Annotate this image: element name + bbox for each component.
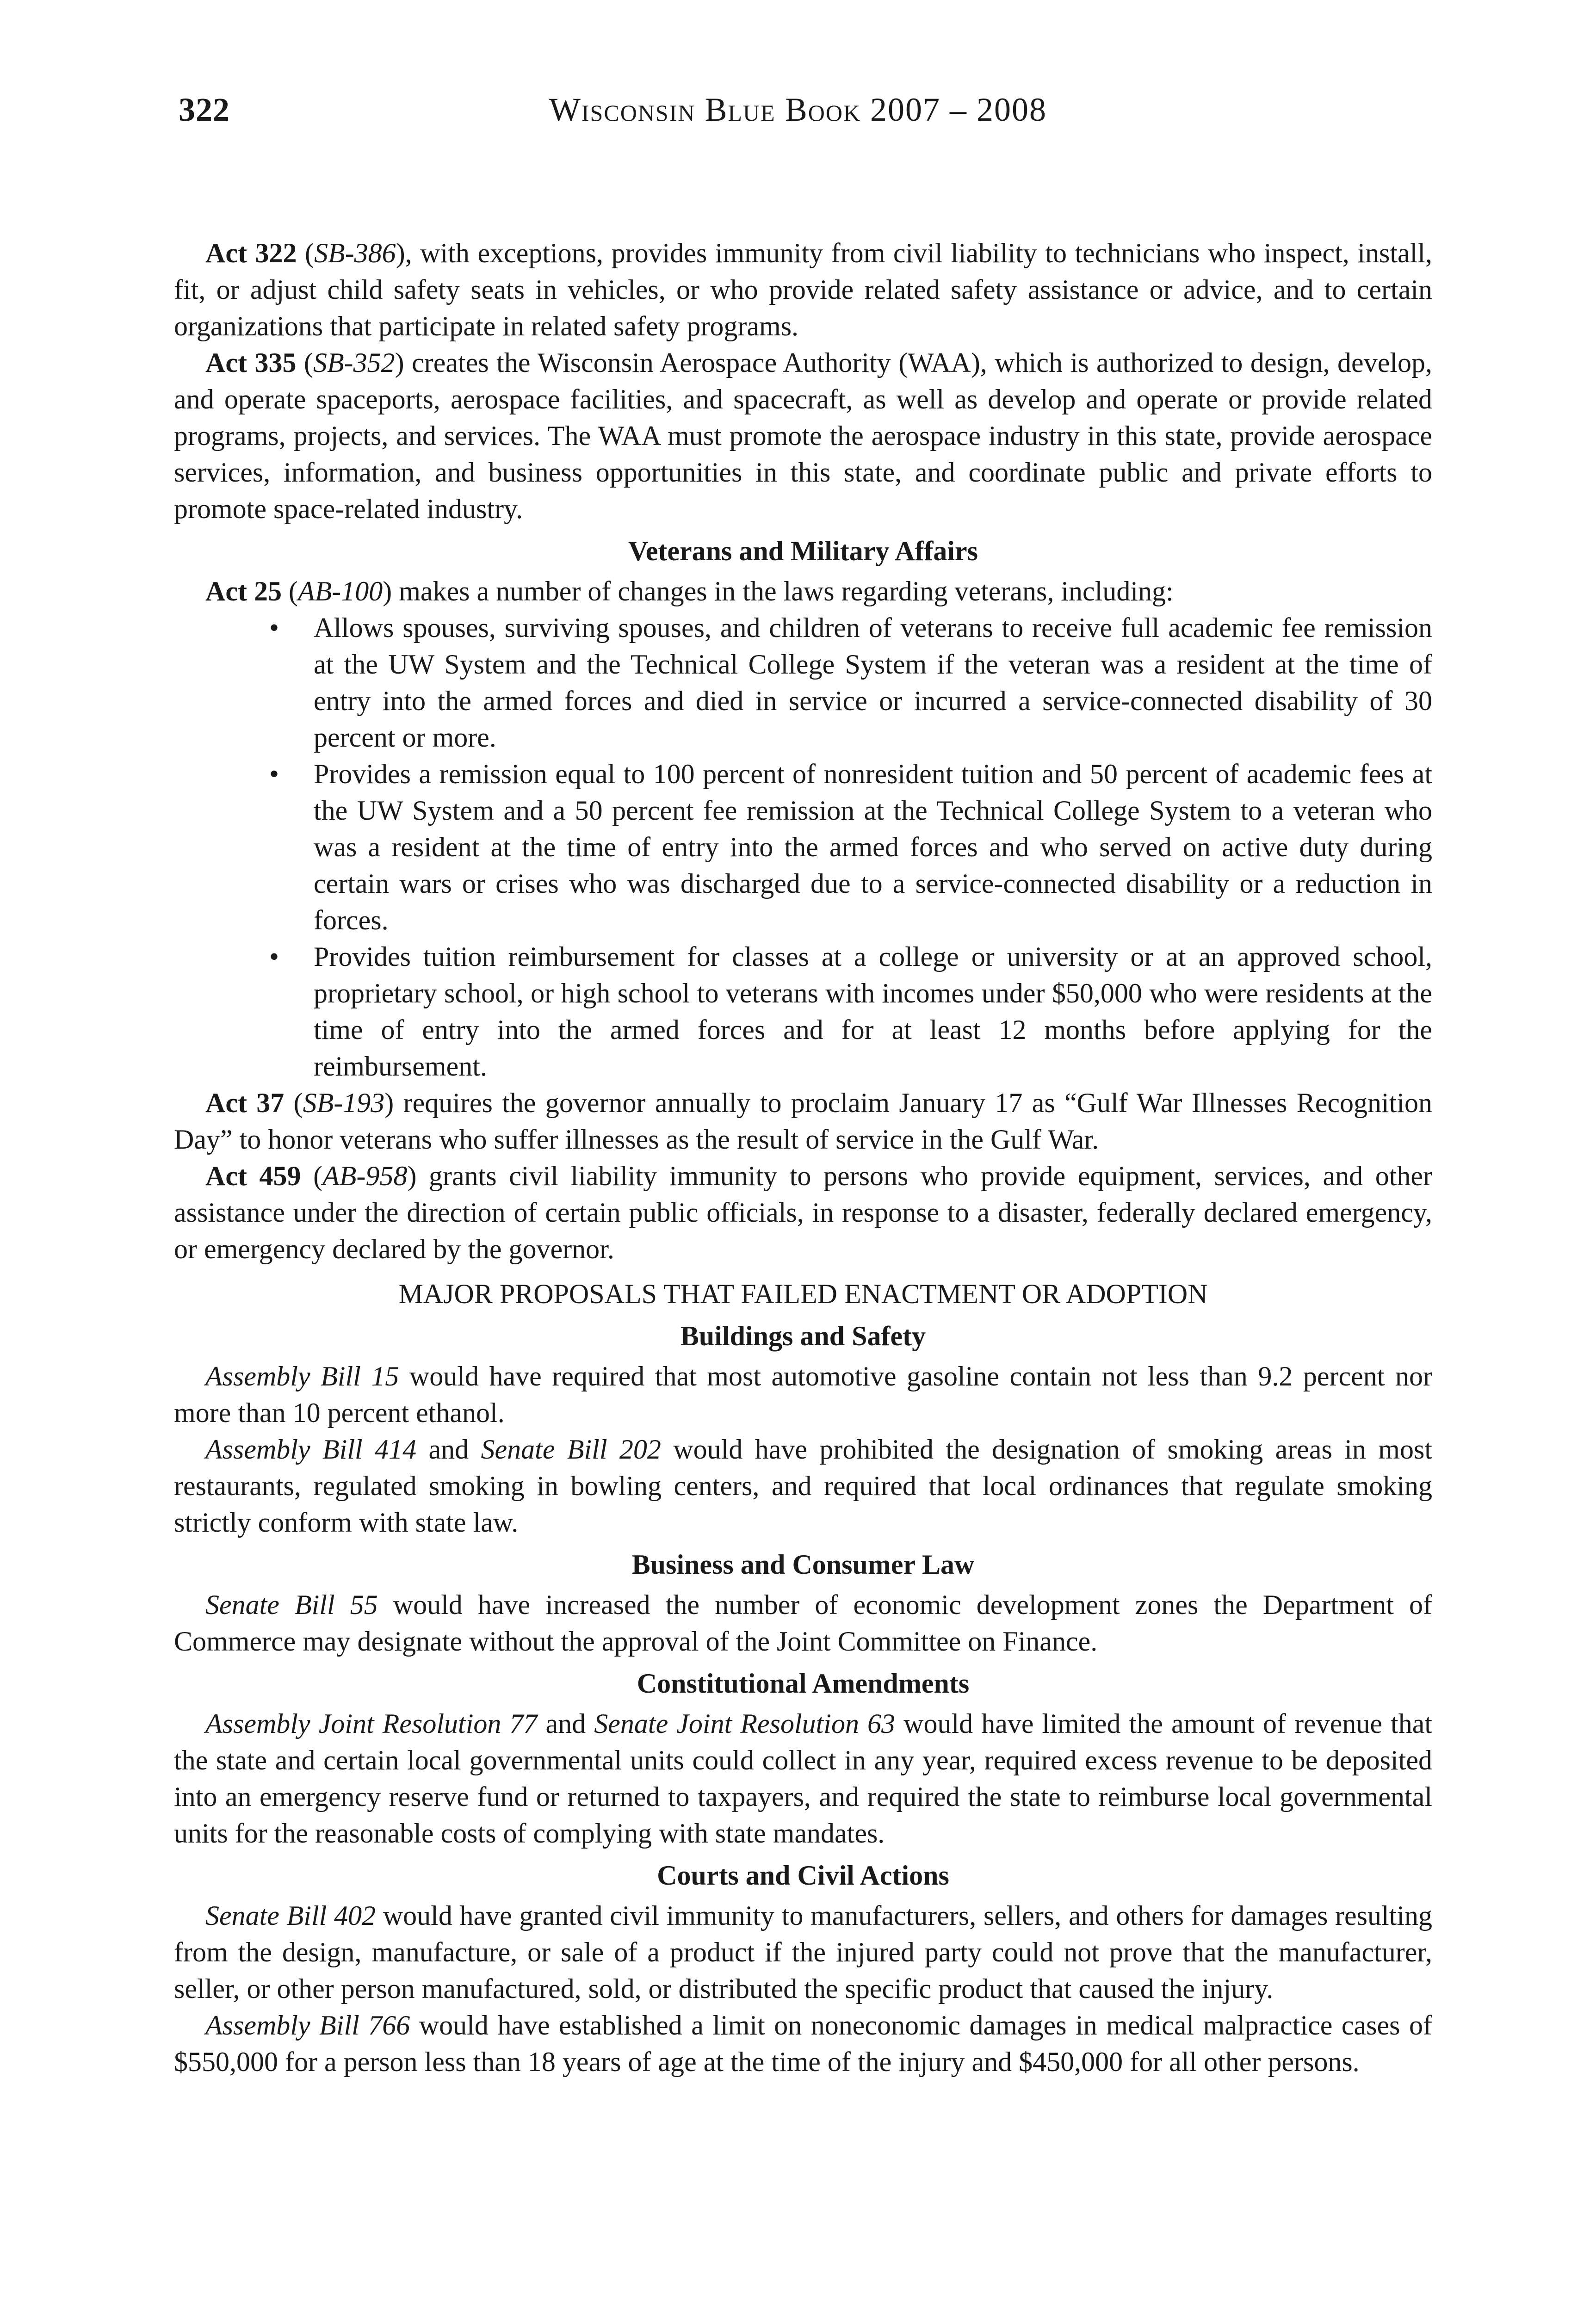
bill-reference: Senate Bill 55	[205, 1589, 378, 1620]
proposal-description: would have limited the amount of revenue that the state and certain local governmental units could collect in any year, required excess revenue to be deposited into an emergency reserve fund or returned to taxpayers, and required the state to reimburse local governmental units for the reasonable costs of complying with state mandates.	[174, 1708, 1433, 1849]
bullet-icon: •	[269, 612, 279, 643]
major-proposals-heading: MAJOR PROPOSALS THAT FAILED ENACTMENT OR ADOPTION	[398, 1279, 1208, 1309]
bill-reference: SB-193	[303, 1088, 385, 1118]
act-description: grants civil liability immunity to persons who provide equipment, services, and other assistance under the direction of certain public officials, in response to a disaster, federally declared emergency, or emergency declared by the governor.	[174, 1161, 1432, 1264]
act-description: requires the governor annually to proclaim January 17 as “Gulf War Illnesses Recognition Day” to honor veterans who suffer illnesses as the result of service in the Gulf War.	[174, 1088, 1432, 1155]
section-heading-veterans: Veterans and Military Affairs	[628, 536, 978, 566]
act-322-paragraph: Act 322 (SB-386), with exceptions, provides immunity from civil liability to technicians who inspect, install, fit, or adjust child safety seats in vehicles, or who provide related safety assistance or advice, and to certain organizations that participate in related safety programs.	[174, 238, 1432, 341]
page-number: 322	[179, 91, 230, 128]
bill-reference: Assembly Joint Resolution 77	[205, 1708, 538, 1739]
proposal-paragraph	[174, 1358, 1432, 1431]
act-description: creates the Wisconsin Aerospace Authority (WAA), which is authorized to design, develop, and operate spaceports, aerospace facilities, and spacecraft, as well as develop and operate or provide related programs, projects, and services. The WAA must promote the aerospace industry in this state, provide aerospace services, information, and business opportunities in this state, and coordinate public and private efforts to promote space-related industry.	[174, 347, 1432, 524]
bill-reference: Senate Bill 402	[205, 1900, 376, 1931]
proposal-description: would have required that most automotive gasoline contain not less than 9.2 percent nor more than 10 percent ethanol.	[174, 1361, 1432, 1428]
veterans-bullet-list	[174, 610, 1432, 1085]
act-number: Act 335	[205, 347, 297, 378]
section-heading-courts: Courts and Civil Actions	[657, 1860, 949, 1891]
proposal-paragraph	[174, 2007, 1432, 2080]
proposal-description: would have established a limit on noneconomic damages in medical malpractice cases of $550,000 for a person less than 18 years of age at the time of the injury and $450,000 for all other persons.	[174, 2010, 1432, 2077]
list-item: • Allows spouses, surviving spouses, and children of veterans to receive full academic fee remission at the UW System and the Technical College System if the veteran was a resident at the time of entry into the armed forces and died in service or incurred a service-connected disability of 30 percent or more.	[314, 610, 1432, 756]
section-heading-buildings: Buildings and Safety	[680, 1321, 926, 1351]
bullet-icon: •	[269, 941, 279, 972]
proposal-paragraph: Assembly Bill 414 and Senate Bill 202 would have prohibited the designation of smoking areas in most restaurants, regulated smoking in bowling centers, and required that local ordinances that regulate smoking strictly conform with state law.	[174, 1434, 1432, 1538]
bullet-icon: •	[269, 759, 279, 789]
bill-reference: AB-958	[322, 1161, 408, 1191]
section-heading-business: Business and Consumer Law	[631, 1549, 975, 1580]
section-heading-constitutional: Constitutional Amendments	[637, 1668, 970, 1699]
list-item: • Provides a remission equal to 100 percent of nonresident tuition and 50 percent of academic fees at the UW System and a 50 percent fee remission at the Technical College System to a veteran who was a resident at the time of entry into the armed forces and who served on active duty during certain wars or crises who was discharged due to a service-connected disability or a reduction in forces.	[314, 756, 1432, 939]
running-head: Wisconsin Blue Book 2007 – 2008	[549, 91, 1047, 128]
bill-reference: Assembly Bill 15	[205, 1361, 399, 1392]
proposal-paragraph: Assembly Joint Resolution 77 and Senate Joint Resolution 63 would have limited the amount of revenue that the state and certain local governmental units could collect in any year, required excess revenue to be deposited into an emergency reserve fund or returned to taxpayers, and required the state to reimburse local governmental units for the reasonable costs of complying with state mandates.	[174, 1708, 1433, 1849]
proposal-description: would have prohibited the designation of smoking areas in most restaurants, regulated smoking in bowling centers, and required that local ordinances that regulate smoking strictly conform with state law.	[174, 1434, 1432, 1538]
bill-reference: SB-352	[313, 347, 395, 378]
proposal-description: would have granted civil immunity to manufacturers, sellers, and others for damages resulting from the design, manufacture, or sale of a product if the injured party could not prove that the manufacturer, seller, or other person manufactured, sold, or distributed the specific product that caused the injury.	[174, 1900, 1433, 2004]
bill-reference: AB-100	[297, 576, 383, 606]
bill-reference: Assembly Bill 766	[205, 2010, 410, 2041]
proposal-paragraph	[174, 1898, 1432, 2007]
proposal-paragraph	[174, 1587, 1432, 1660]
proposal-description: would have increased the number of economic development zones the Department of Commerce may designate without the approval of the Joint Committee on Finance.	[174, 1589, 1433, 1657]
act-25-paragraph: Act 25 (AB-100) makes a number of changes in the laws regarding veterans, including:	[205, 576, 1174, 606]
bill-reference: Senate Bill 202	[481, 1434, 661, 1465]
bill-reference: Assembly Bill 414	[205, 1434, 417, 1465]
act-number: Act 322	[205, 238, 297, 268]
act-335-paragraph: Act 335 (SB-352) creates the Wisconsin Aerospace Authority (WAA), which is authorized to design, develop, and operate spaceports, aerospace facilities, and spacecraft, as well as develop and operate or provide related programs, projects, and services. The WAA must promote the aerospace industry in this state, provide aerospace services, information, and business opportunities in this state, and coordinate public and private efforts to promote space-related industry.	[174, 347, 1432, 524]
act-number: Act 459	[205, 1161, 301, 1191]
list-item: • Provides tuition reimbursement for classes at a college or university or at an approved school, proprietary school, or high school to veterans with incomes under $50,000 who were residents at the time of entry into the armed forces and for at least 12 months before applying for the reimbursement.	[314, 939, 1432, 1085]
act-37-paragraph: Act 37 (SB-193) requires the governor annually to proclaim January 17 as “Gulf War Illnesses Recognition Day” to honor veterans who suffer illnesses as the result of service in the Gulf War.	[174, 1088, 1432, 1155]
body-text	[174, 235, 1432, 2080]
act-description: makes a number of changes in the laws regarding veterans, including:	[392, 576, 1174, 606]
act-459-paragraph: Act 459 (AB-958) grants civil liability immunity to persons who provide equipment, services, and other assistance under the direction of certain public officials, in response to a disaster, federally declared emergency, or emergency declared by the governor.	[174, 1161, 1432, 1264]
bill-reference: Senate Joint Resolution 63	[594, 1708, 896, 1739]
act-description: , with exceptions, provides immunity from civil liability to technicians who inspect, install, fit, or adjust child safety seats in vehicles, or who provide related safety assistance or advice, and to certain organizations that participate in related safety programs.	[174, 238, 1432, 341]
act-number: Act 37	[205, 1088, 285, 1118]
act-number: Act 25	[205, 576, 282, 606]
bill-reference: SB-386	[314, 238, 396, 268]
